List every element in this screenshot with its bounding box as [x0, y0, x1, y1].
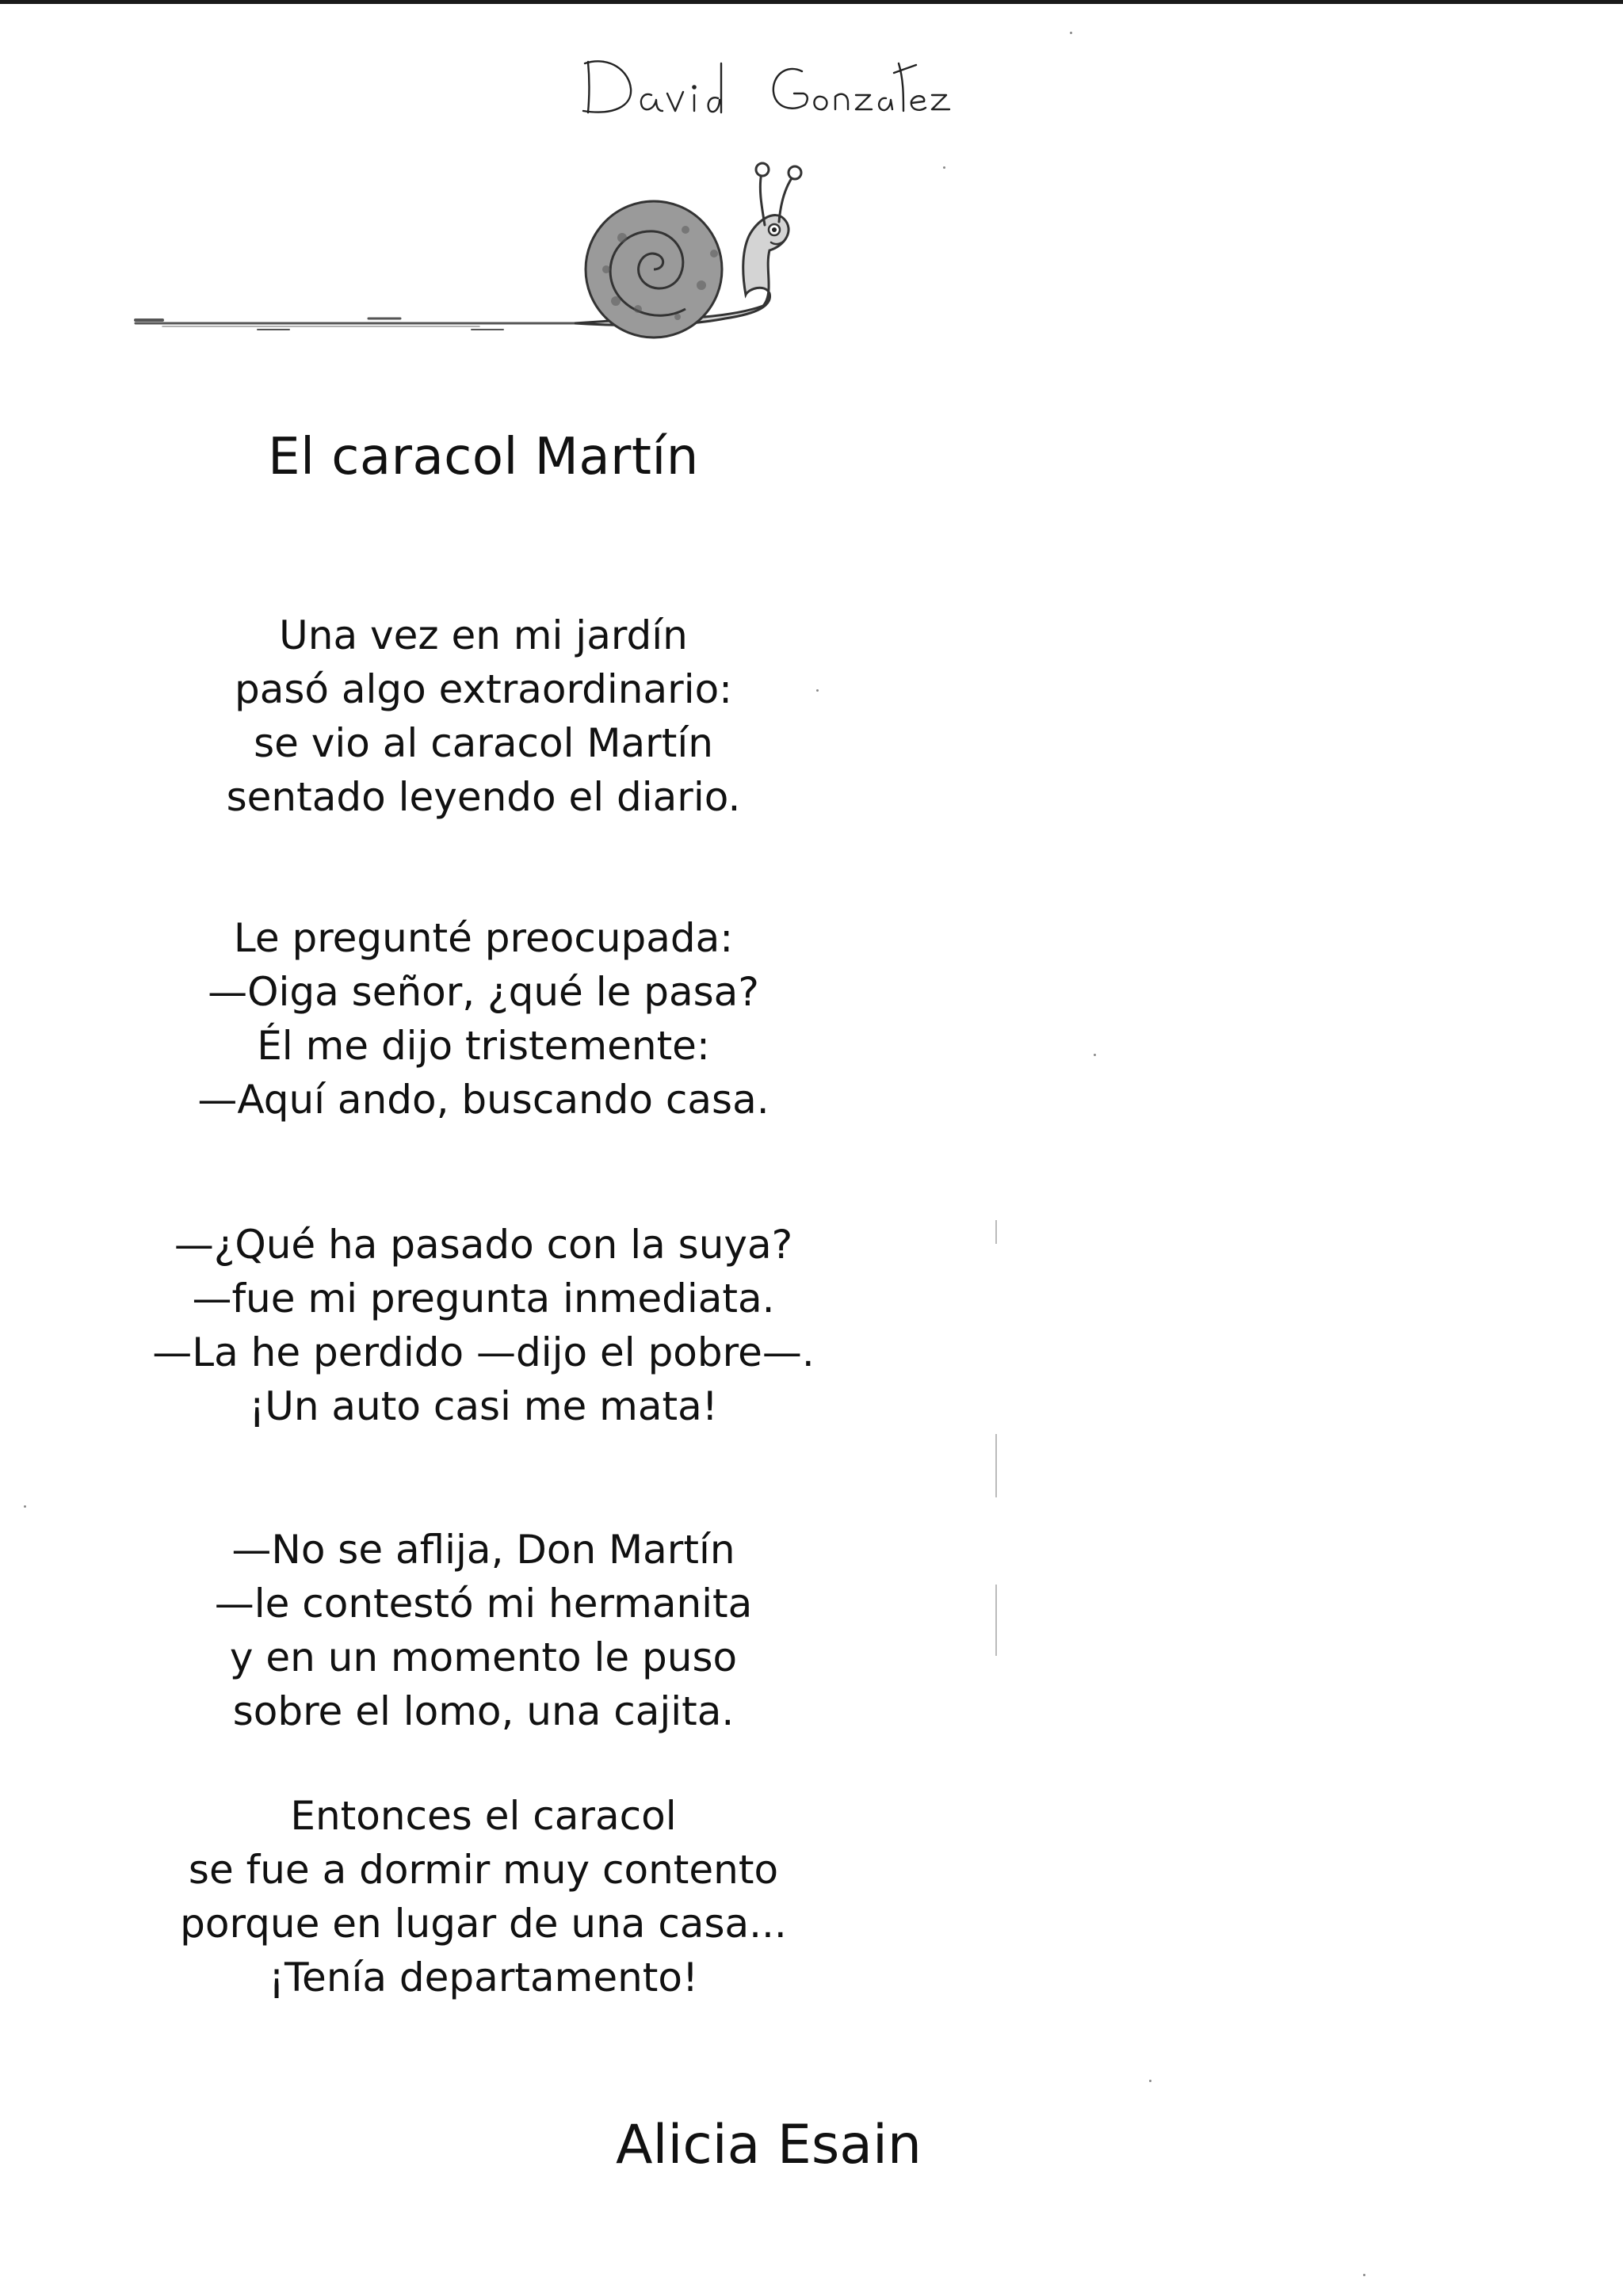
- verse-line: se fue a dormir muy contento: [188, 1847, 779, 1893]
- verse-line: porque en lugar de una casa...: [180, 1901, 787, 1947]
- stanza-5: [87, 1789, 880, 2004]
- stanza-1: [87, 608, 880, 824]
- verse-line: Una vez en mi jardín: [279, 612, 688, 658]
- verse-line: —Oiga señor, ¿qué le pasa?: [208, 969, 759, 1015]
- scan-speck: [1363, 2274, 1365, 2276]
- verse-line: sobre el lomo, una cajita.: [232, 1688, 735, 1734]
- verse-line: ¡Un auto casi me mata!: [249, 1383, 718, 1429]
- scan-artifact-line: [995, 1585, 997, 1656]
- handwritten-signature: [579, 40, 975, 127]
- verse-line: —Aquí ando, buscando casa.: [197, 1077, 769, 1123]
- verse-line: Entonces el caracol: [290, 1793, 677, 1839]
- scan-artifact-line: [995, 1220, 997, 1244]
- verse-line: —le contestó mi hermanita: [214, 1581, 753, 1627]
- verse-line: ¡Tenía departamento!: [268, 1955, 699, 2000]
- verse-line: pasó algo extraordinario:: [234, 666, 733, 712]
- verse-line: —No se aflija, Don Martín: [231, 1527, 735, 1573]
- verse-line: Le pregunté preocupada:: [233, 915, 734, 961]
- snail-icon: [131, 151, 844, 357]
- stanza-3: [87, 1218, 880, 1433]
- verse-line: Él me dijo tristemente:: [257, 1023, 710, 1069]
- scan-speck: [1070, 32, 1072, 34]
- scan-speck: [1149, 2080, 1151, 2082]
- verse-line: y en un momento le puso: [229, 1634, 738, 1680]
- stanza-4: [87, 1523, 880, 1738]
- scan-speck: [943, 166, 945, 169]
- poem-title: El caracol Martín: [268, 428, 699, 486]
- verse-line: —fue mi pregunta inmediata.: [192, 1276, 775, 1322]
- scan-artifact-line: [995, 1434, 997, 1497]
- verse-line: —¿Qué ha pasado con la suya?: [174, 1222, 793, 1268]
- page-top-edge: [0, 0, 1623, 4]
- verse-line: se vio al caracol Martín: [254, 720, 713, 766]
- scan-speck: [24, 1505, 26, 1508]
- verse-line: —La he perdido —dijo el pobre—.: [152, 1329, 815, 1375]
- stanza-2: [87, 911, 880, 1127]
- verse-line: sentado leyendo el diario.: [226, 774, 741, 820]
- poem-author: Alicia Esain: [616, 2114, 922, 2176]
- scan-speck: [1094, 1054, 1096, 1056]
